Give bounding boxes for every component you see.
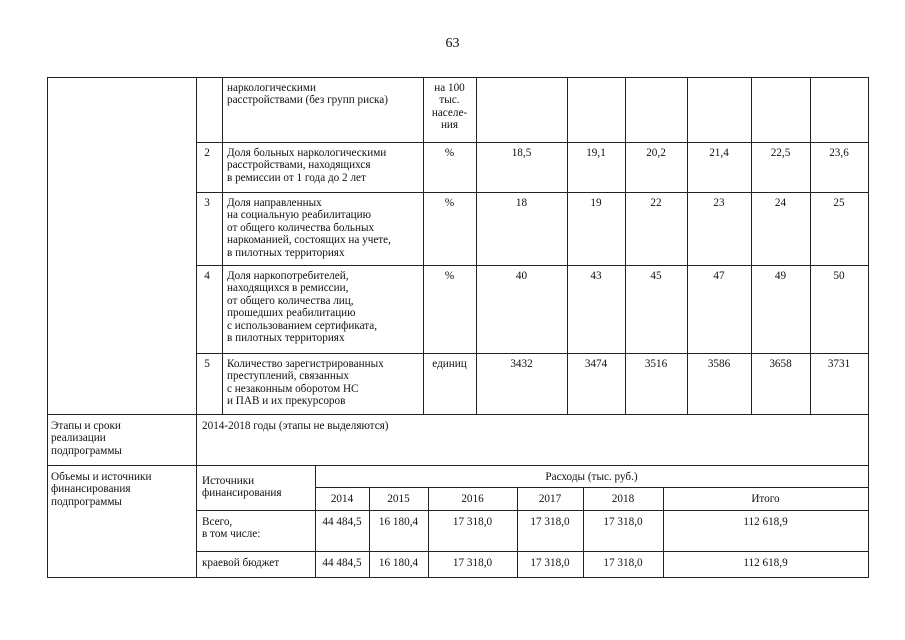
indicator-name: Доля направленных на социальную реабилитацию от общего количества больных наркоманией, состоящих на учете, в пилотных территориях	[227, 197, 391, 259]
indicator-value: 23	[713, 197, 725, 209]
financing-label: Объемы и источники финансирования подпрограммы	[51, 471, 152, 508]
indicator-name: Количество зарегистрированных преступлений, связанных с незаконным оборотом НС и ПАВ и их прекурсоров	[227, 358, 384, 408]
indicator-unit: %	[444, 270, 455, 282]
year-header: 2015	[387, 493, 410, 505]
indicator-unit: на 100 тыс. населе- ния	[431, 82, 468, 132]
indicator-value: 3658	[769, 358, 792, 370]
indicator-value: 45	[650, 270, 662, 282]
sources-header: Источники финансирования	[202, 475, 282, 500]
indicator-value: 3432	[510, 358, 533, 370]
financing-value: 44 484,5	[322, 516, 362, 528]
expenses-header: Расходы (тыс. руб.)	[545, 471, 638, 483]
indicator-value: 18,5	[511, 147, 532, 159]
financing-value: 112 618,9	[743, 516, 788, 528]
indicator-value: 49	[774, 270, 787, 282]
indicator-value: 3586	[707, 358, 731, 370]
year-header: Итого	[751, 493, 780, 505]
financing-value: 112 618,9	[743, 557, 788, 569]
financing-value: 17 318,0	[530, 516, 570, 528]
indicator-name: Доля больных наркологическими расстройствами, находящихся в ремиссии от 1 года до 2 лет	[227, 147, 387, 184]
financing-value: 17 318,0	[603, 557, 643, 569]
indicator-value: 43	[590, 270, 602, 282]
indicator-value: 18	[515, 197, 528, 209]
indicator-value: 40	[515, 270, 528, 282]
indicator-value: 3474	[584, 358, 608, 370]
indicator-value: 24	[774, 197, 787, 209]
indicator-value: 22,5	[770, 147, 791, 159]
indicator-number: 5	[204, 358, 210, 370]
indicator-value: 3516	[644, 358, 668, 370]
indicator-value: 47	[713, 270, 725, 282]
year-header: 2017	[538, 493, 562, 505]
indicator-number: 2	[204, 147, 210, 159]
indicator-name: Доля наркопотребителей, находящихся в ремиссии, от общего количества лиц, прошедших реабилитацию с использованием сертификата, в пилотных территориях	[227, 270, 378, 345]
financing-value: 17 318,0	[603, 516, 643, 528]
financing-value: 17 318,0	[452, 557, 493, 569]
indicator-value: 50	[833, 270, 845, 282]
financing-source: Всего, в том числе:	[202, 516, 261, 541]
indicator-name: наркологическими расстройствами (без групп риска)	[227, 82, 389, 107]
indicator-number: 3	[204, 197, 210, 209]
indicator-value: 22	[650, 197, 662, 209]
financing-value: 17 318,0	[530, 557, 570, 569]
year-header: 2016	[461, 493, 484, 505]
financing-value: 16 180,4	[378, 557, 419, 569]
indicator-unit: единиц	[432, 358, 467, 370]
indicator-value: 23,6	[829, 147, 849, 159]
stages-value: 2014-2018 годы (этапы не выделяются)	[202, 420, 389, 432]
indicator-unit: %	[444, 147, 455, 159]
indicator-value: 19,1	[586, 147, 606, 159]
year-header: 2018	[611, 493, 635, 505]
page-number: 63	[445, 36, 460, 51]
year-header: 2014	[330, 493, 354, 505]
stages-label: Этапы и сроки реализации подпрограммы	[51, 420, 122, 457]
indicator-value: 3731	[827, 358, 851, 370]
financing-value: 16 180,4	[378, 516, 419, 528]
financing-source: краевой бюджет	[202, 557, 280, 569]
indicator-value: 20,2	[646, 147, 666, 159]
indicator-value: 25	[833, 197, 845, 209]
indicator-number: 4	[204, 270, 210, 282]
indicator-value: 19	[590, 197, 602, 209]
financing-value: 44 484,5	[322, 557, 362, 569]
indicator-value: 21,4	[709, 147, 729, 159]
indicator-unit: %	[444, 197, 455, 209]
financing-value: 17 318,0	[452, 516, 493, 528]
